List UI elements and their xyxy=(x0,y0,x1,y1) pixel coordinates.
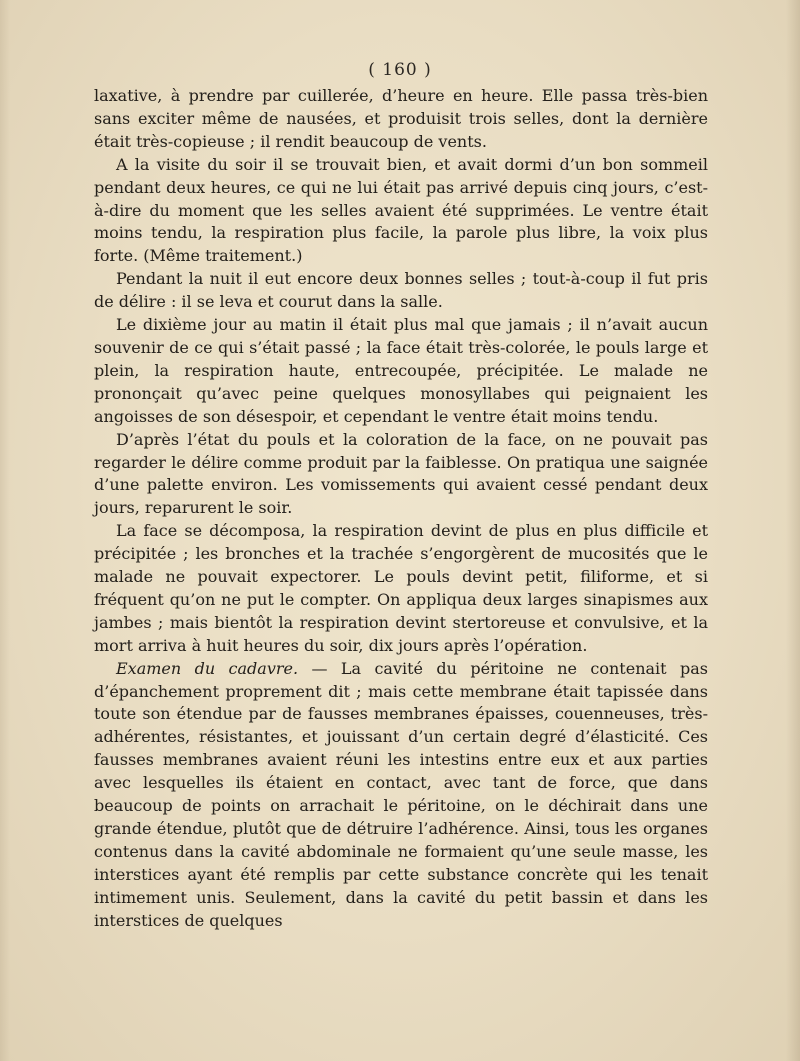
paragraph-6: La face se décomposa, la respiration devint de plus en plus difficile et précipitée ; les bronches et la trachée s’engorgèrent de mucosités que le malade ne pouvait expectorer. Le pouls devint petit, filiforme, et si fréquent qu’on ne put le compter. On appliqua deux larges sinapismes aux jambes ; mais bientôt la respiration devint stertoreuse et convulsive, et la mort arriva à huit heures du soir, dix jours après l’opération. xyxy=(94,521,708,655)
paragraph-1: laxative, à prendre par cuillerée, d’heure en heure. Elle passa très-bien sans exciter même de nausées, et produisit trois selles, dont la dernière était très-copieuse ; il rendit beaucoup de vents. xyxy=(94,86,708,151)
paragraph-4: Le dixième jour au matin il était plus mal que jamais ; il n’avait aucun souvenir de ce qui s’était passé ; la face était très-colorée, le pouls large et plein, la respiration haute, entrecoupée, précipitée. Le malade ne prononçait qu’avec peine quelques monosyllabes qui peignaient les angoisses de son désespoir, et cependant le ventre était moins tendu. xyxy=(94,315,708,426)
page-number: ( 160 ) xyxy=(368,60,432,80)
body-text xyxy=(94,85,708,933)
paragraph-3: Pendant la nuit il eut encore deux bonnes selles ; tout-à-coup il fut pris de délire : il se leva et courut dans la salle. xyxy=(94,269,708,312)
page-right-edge-shadow xyxy=(786,0,800,1061)
page-left-edge-shadow xyxy=(0,0,10,1061)
paragraph-5: D’après l’état du pouls et la coloration de la face, on ne pouvait pas regarder le délire comme produit par la faiblesse. On pratiqua une saignée d’une palette environ. Les vomissements qui avaient cessé pendant deux jours, reparurent le soir. xyxy=(94,429,708,518)
section-heading-inline: Examen du cadavre. xyxy=(116,658,299,678)
paragraph-2: A la visite du soir il se trouvait bien, et avait dormi d’un bon sommeil pendant deux heures, ce qui ne lui était pas arrivé depuis cinq jours, c’est-à-dire du moment que les selles avaient été supprimées. Le ventre était moins tendu, la respiration plus facile, la parole plus libre, la voix plus forte. (Même traitement.) xyxy=(94,154,708,266)
paragraph-7-text: — La cavité du péritoine ne contenait pas d’épanchement proprement dit ; mais cette membrane était tapissée dans toute son étendue par de fausses membranes épaisses, couenneuses, très-adhérentes, résistantes, et jouissant d’un certain degré d’élasticité. Ces fausses membranes avaient réuni les intestins entre eux et aux parties avec lesquelles ils étaient en contact, avec tant de force, que dans beaucoup de points on arrachait le péritoine, on le déchirait dans une grande étendue, plutôt que de détruire l’adhérence. Ainsi, tous les organes contenus dans la cavité abdominale ne formaient qu’une seule masse, les interstices ayant été remplis par cette substance concrète qui les tenait intimement unis. Seulement, dans la cavité du petit bassin et dans les interstices de quelques xyxy=(94,658,708,930)
paragraph-7 xyxy=(94,658,708,933)
